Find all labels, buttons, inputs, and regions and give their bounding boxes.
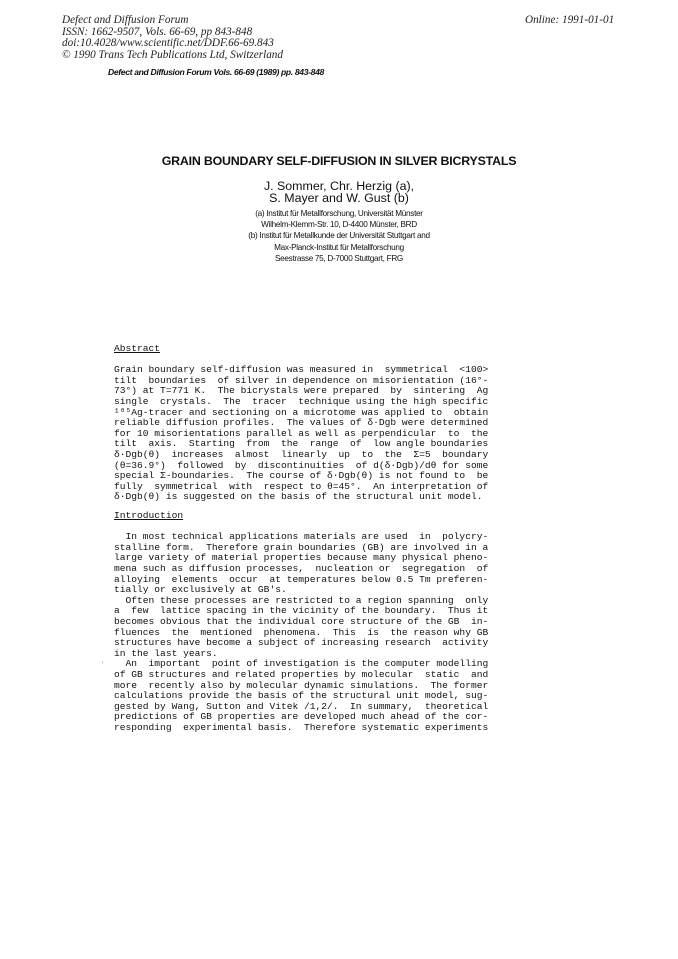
text-line: in the last years. [114,647,218,659]
text-line: for 10 misorientations parallel as well as perpendicular to the [114,427,489,439]
text-line: tially or exclusively at GB's. [114,584,287,596]
introduction-heading: Introduction [114,510,184,521]
affiliation-line: Wilhelm-Klemm-Str. 10, D-4400 Münster, BRD [261,220,417,230]
text-line: mena such as diffusion processes, nucleation or segregation of [114,562,489,574]
meta-doi: doi:10.4028/www.scientific.net/DDF.66-69.843 [62,37,274,50]
text-line: Grain boundary self-diffusion was measured in symmetrical <100> [114,364,489,376]
text-line: In most technical applications materials are used in polycry- [114,531,489,543]
text-line: of GB structures and related properties by molecular static and [114,668,489,680]
text-line: responding experimental basis. Therefore systematic experiments [114,721,489,733]
text-line: alloying elements occur at temperatures below 0.5 Tm preferen- [114,573,489,585]
paper-title: GRAIN BOUNDARY SELF-DIFFUSION IN SILVER BICRYSTALS [161,154,517,168]
journal-citation: Defect and Diffusion Forum Vols. 66-69 (1989) pp. 843-848 [108,67,324,77]
text-line: tilt axis. Starting from the range of low angle boundaries [114,438,489,450]
text-line: 73°) at T=771 K. The bicrystals were prepared by sintering Ag [114,385,489,397]
affiliation-line: Seestrasse 75, D-7000 Stuttgart, FRG [275,253,403,263]
text-line: reliable diffusion profiles. The values of δ·Dgb were determined [114,417,489,429]
meta-issn: ISSN: 1662-9507, Vols. 66-69, pp 843-848 [62,25,253,38]
affiliation-line: Max-Planck-Institut für Metallforschung [274,242,404,252]
text-line: calculations provide the basis of the structural unit model, sug- [114,690,489,702]
text-line: stalline form. Therefore grain boundaries (GB) are involved in a [114,541,489,553]
abstract-heading: Abstract [114,343,161,354]
scan-artifact-mark: ' [102,660,104,669]
text-line: Often these processes are restricted to a region spanning only [114,594,489,606]
text-line: ¹⁰⁵Ag-tracer and sectioning on a microtome was applied to obtain [114,406,489,418]
publication-meta [62,15,283,61]
text-line: single crystals. The tracer technique using the high specific [114,395,489,407]
text-line: An important point of investigation is the computer modelling [114,658,489,670]
authors [0,180,678,205]
text-line: predictions of GB properties are developed much ahead of the cor- [114,711,489,723]
text-line: special Σ-boundaries. The course of δ·Dgb(θ) is not found to be [114,470,489,482]
text-line: (θ=36.9°) followed by discontinuities of d(δ·Dgb)/dθ for some [114,459,489,471]
abstract-section [114,344,544,503]
abstract-body [114,365,544,503]
online-date: Online: 1991-01-01 [525,14,615,26]
introduction-section [114,511,544,733]
text-line: becomes obvious that the individual core structure of the GB in- [114,615,489,627]
authors-line: J. Sommer, Chr. Herzig (a), [263,179,415,193]
text-line: structures have become a subject of increasing research activity [114,637,489,649]
introduction-body [114,532,544,733]
affiliation-line: (b) Institut für Metallkunde der Universität Stuttgart and [248,231,430,241]
text-line: large variety of material properties because many physical pheno- [114,552,489,564]
text-line: a few lattice spacing in the vicinity of the boundary. Thus it [114,605,489,617]
text-line: more recently also by molecular dynamic simulations. The former [114,679,489,691]
text-line: tilt boundaries of silver in dependence on misorientation (16°- [114,374,489,386]
meta-copyright: © 1990 Trans Tech Publications Ltd, Switzerland [62,48,283,61]
affiliation-line: (a) Institut für Metallforschung, Universität Münster [255,209,423,218]
authors-line: S. Mayer and W. Gust (b) [269,191,409,206]
text-line: fluences the mentioned phenomena. This is the reason why GB [114,626,489,638]
meta-journal: Defect and Diffusion Forum [62,14,189,26]
text-line: δ·Dgb(θ) is suggested on the basis of the structural unit model. [114,491,483,503]
text-line: δ·Dgb(θ) increases almost linearly up to the Σ=5 boundary [114,448,489,460]
affiliations [0,208,678,264]
text-line: fully symmetrical with respect to θ=45°. An interpretation of [114,480,489,492]
text-line: gested by Wang, Sutton and Vitek /1,2/. In summary, theoretical [114,700,489,712]
